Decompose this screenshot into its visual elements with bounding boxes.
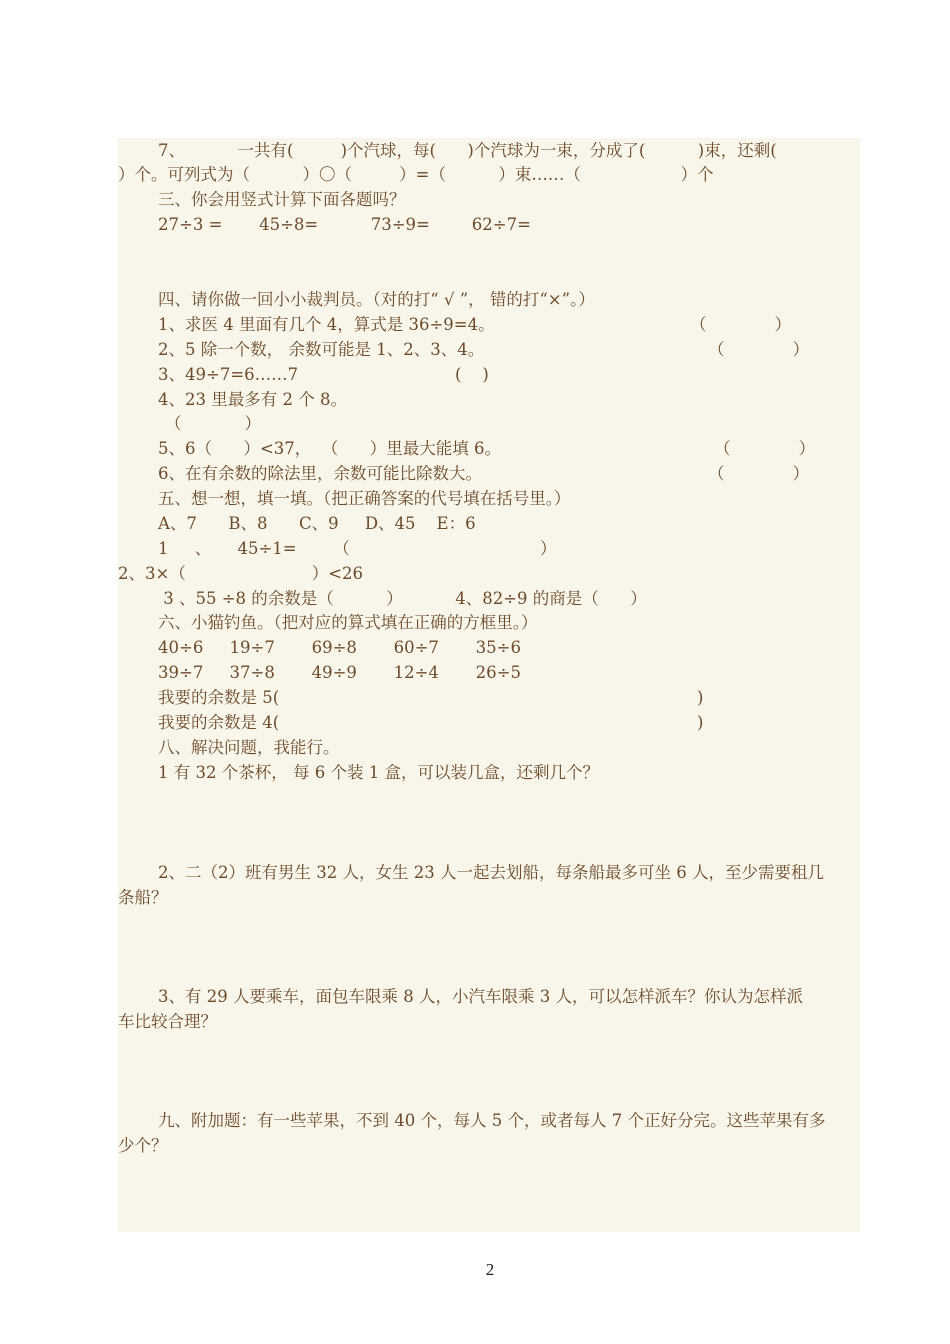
section3-heading: 三、你会用竖式计算下面各题吗？ bbox=[158, 190, 406, 209]
judge-blank-1: （ ） bbox=[690, 315, 792, 334]
fish-row-2: 39÷7 37÷8 49÷9 12÷4 26÷5 bbox=[158, 663, 521, 682]
remainder-5-close: ) bbox=[697, 688, 704, 707]
fill-item-2: 2、3×（ ）<26 bbox=[118, 564, 364, 583]
problem-2-line1: 2、二（2）班有男生 32 人，女生 23 人一起去划船，每条船最多可坐 6 人，至少需要租几 bbox=[158, 863, 824, 882]
q7-line1: 7、 一共有( )个汽球，每( )个汽球为一束，分成了( )束，还剩( bbox=[158, 141, 777, 160]
judge-blank-3: ( ) bbox=[455, 365, 489, 384]
bonus-line1: 九、附加题：有一些苹果，不到 40 个，每人 5 个，或者每人 7 个正好分完。这些苹果有多 bbox=[158, 1111, 826, 1130]
bonus-line2: 少个？ bbox=[118, 1136, 168, 1155]
problem-2-line2: 条船？ bbox=[118, 888, 168, 907]
section3-problems: 27÷3 = 45÷8= 73÷9= 62÷7= bbox=[158, 215, 531, 234]
judge-blank-6: （ ） bbox=[708, 464, 810, 483]
section5-options: A、7 B、8 C、9 D、45 E：6 bbox=[158, 514, 476, 533]
problem-3-line2: 车比较合理？ bbox=[118, 1012, 217, 1031]
problem-1: 1 有 32 个茶杯， 每 6 个装 1 盒，可以装几盒，还剩几个？ bbox=[158, 763, 599, 782]
judge-item-1: 1、求医 4 里面有几个 4，算式是 36÷9=4。 bbox=[158, 315, 495, 334]
section5-heading: 五、想一想，填一填。（把正确答案的代号填在括号里。） bbox=[158, 489, 571, 508]
judge-item-5: 5、6（ ）<37， （ ）里最大能填 6。 bbox=[158, 439, 501, 458]
fill-item-1: 1 、 45÷1= （ bbox=[158, 539, 350, 558]
judge-item-4: 4、23 里最多有 2 个 8。 bbox=[158, 390, 347, 409]
problem-3-line1: 3、有 29 人要乘车，面包车限乘 8 人，小汽车限乘 3 人，可以怎样派车？你认为怎样派 bbox=[158, 987, 803, 1006]
section8-heading: 八、解决问题，我能行。 bbox=[158, 738, 340, 757]
section6-heading: 六、小猫钓鱼。（把对应的算式填在正确的方框里。） bbox=[158, 613, 538, 632]
fish-row-1: 40÷6 19÷7 69÷8 60÷7 35÷6 bbox=[158, 638, 521, 657]
remainder-4-label: 我要的余数是 4( bbox=[158, 713, 280, 732]
remainder-4-close: ) bbox=[697, 713, 704, 732]
page-number: 2 bbox=[485, 1260, 495, 1279]
judge-item-6: 6、在有余数的除法里，余数可能比除数大。 bbox=[158, 464, 482, 483]
q7-line2: ）个。可列式为（ ）〇（ ）=（ ）束……（ ）个 bbox=[118, 165, 714, 184]
judge-item-3: 3、49÷7=6……7 bbox=[158, 365, 299, 384]
judge-blank-5: （ ） bbox=[714, 439, 816, 458]
judge-item-2: 2、5 除一个数， 余数可能是 1、2、3、4。 bbox=[158, 340, 485, 359]
section4-heading: 四、请你做一回小小裁判员。（对的打“ √ ”， 错的打“×”。） bbox=[158, 290, 595, 309]
judge-blank-4: （ ） bbox=[165, 414, 261, 433]
remainder-5-label: 我要的余数是 5( bbox=[158, 688, 280, 707]
fill-item-1-close: ） bbox=[540, 539, 557, 558]
fill-item-3-4: 3 、55 ÷8 的余数是（ ） 4、82÷9 的商是（ ） bbox=[158, 589, 647, 608]
judge-blank-2: （ ） bbox=[708, 340, 810, 359]
